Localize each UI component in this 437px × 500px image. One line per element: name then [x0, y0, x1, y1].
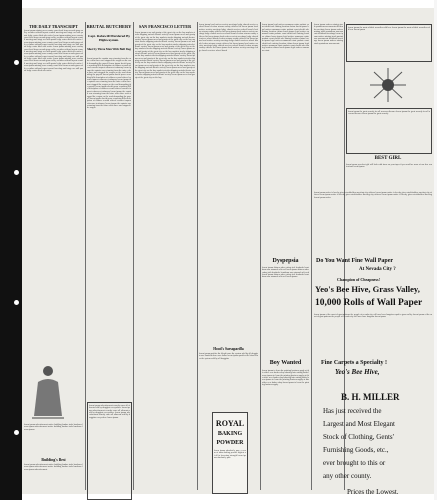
column-1-footer: lorem ipsum advertisement notice building lumber tools hardware lorem ipsum advertisement notice building lumber tools hardware lorem ipsum advertisement [24, 464, 83, 471]
wall-paper-ad-text: lorem ipsum of the most elegant patterns the people of nevada city will now have bargains equal to grass valley lorem ipsum of the most elegant patterns the people of nevada city will now have bargains lorem ipsum [314, 314, 432, 319]
column-6-mid-body: lorem ipsum notice is hereby given stockholders meeting city officers lorem ipsum notice is hereby given stockholders meeting city officers lorem ipsum notice is hereby given stockholders meeting city officers lorem ipsum notice is hereby given stockholders meeting lorem ipsum notice [314, 192, 432, 199]
dyspepsia-ad-text: lorem ipsum distress after eating sick headache heartburn sour stomach relieved lorem ipsum distress after eating sick headache heartburn sour stomach relieved lorem ipsum distress after eating sick headache heartburn sour stomach relieved lorem ipsum [262, 267, 309, 279]
boy-wanted-heading: Boy Wanted [269, 360, 302, 366]
baking-word: BAKING [217, 431, 243, 437]
top-right-ad [346, 24, 432, 62]
column-6 [313, 22, 433, 496]
ad-heading: Building's Best [41, 458, 66, 462]
yeos-bee-hive-script: Yeo's Bee Hive, [335, 368, 380, 376]
column-5-body: lorem ipsum legal notices summons estate probate court sheriff sale mining location claims lorem ipsum legal notices summons estate probate court sheriff sale mining location claims lorem ipsum legal notices summons estate probate court sheriff sale mining location claims lorem ipsum legal notices summons estate probate court sheriff sale mining location claims lorem ipsum legal notices summons estate probate court sheriff sale mining location claims lorem ipsum legal notices summons estate probate court sheriff sale mining location claims lorem ipsum legal notices summons estate [262, 24, 309, 52]
headline-brutal-butchery: BRUTAL BUTCHERY [86, 24, 132, 29]
royal-baking-powder-ad [212, 412, 248, 494]
column-1 [23, 22, 84, 490]
column-5-lower-body: lorem ipsum to learn the printing business apply at this office new barber shop shaving hair cutting baths lorem ipsum to learn the printing business apply at this office new barber shop shaving hair cutting baths lorem ipsum to learn the printing business apply at this office new barber shop lorem ipsum to learn the printing business apply [262, 370, 309, 387]
best-girl-heading: BEST GIRL [374, 156, 402, 161]
binding-hole [14, 300, 19, 305]
copy-line: Furnishing Goods, etc., [323, 446, 389, 454]
copy-line: ever brought to this or [323, 459, 386, 467]
column-4 [198, 22, 259, 490]
copy-line: Has just received the [323, 407, 382, 415]
binding-hole [14, 430, 19, 435]
royal-word: ROYAL [215, 419, 245, 428]
remedy-ad-text: lorem ipsum the great remedy for all nervous diseases lorem ipsum the great remedy for all nervous diseases lorem ipsum the great remedy [348, 111, 430, 116]
subhead: Capt. Rabewill Murdered By Highwaymen. [87, 34, 131, 42]
dyspepsia-heading: Dyspepsia [272, 258, 299, 264]
binding-strip [0, 0, 22, 500]
royal-ad-text: lorem ipsum absolutely pure a cream of tartar baking powder highest of all in leavening strength lorem ipsum absolutely pure [214, 450, 246, 460]
sarsaparilla-ad-text: lorem ipsum purifies the blood tones the system sold by all druggists one hundred doses one dollar lorem ipsum purifies the blood tones the system sold by all druggists [199, 353, 258, 360]
column-3 [134, 22, 196, 490]
binding-hole [14, 170, 19, 175]
carpets-line: Fine Carpets a Specialty ! [321, 360, 387, 366]
column-2-body: lorem ipsum the captain was returning from the mine when three men stopped the wagon on the road demanding the payroll lorem ipsum sheriff posse searching hills description of robbers reward offered coroner inquest witnesses testimony lorem ipsum the captain was returning from the mine when three men stopped the wagon on the road demanding the payroll lorem ipsum sheriff posse searching hills description of robbers reward offered coroner inquest witnesses testimony lorem ipsum the captain was returning from the mine when three men stopped the wagon on the road demanding the payroll lorem ipsum sheriff posse searching hills description of robbers reward offered coroner inquest witnesses testimony lorem ipsum the captain was returning from the mine when three men stopped the wagon on the road demanding the payroll lorem ipsum sheriff posse searching hills description of robbers reward offered coroner inquest witnesses testimony lorem ipsum the captain was returning from the mine when three men stopped the wagon [87, 58, 131, 110]
column-rule [311, 22, 312, 490]
column-4-body: lorem ipsum local notices society meetings lodge church services school board election returns county officers list lorem ipsum local notices society meetings lodge church services school board election returns county officers list lorem ipsum local notices society meetings lodge church services school board election returns county officers list lorem ipsum local notices society meetings lodge church services school board election returns county officers list lorem ipsum local notices society meetings lodge church services school board election returns county officers list lorem ipsum local notices society meetings lodge church services school board election returns county officers list lorem ipsum local notices society meetings lodge church services school board [199, 24, 258, 52]
wall-paper-headline: Do You Want Fine Wall Paper [316, 258, 394, 264]
binding-hole [14, 60, 19, 65]
headline-san-francisco-letter: SAN FRANCISCO LETTER [138, 24, 192, 29]
column-2 [86, 22, 132, 490]
copy-line: Largest and Most Elegant [323, 420, 395, 428]
advertisement-text: lorem ipsum advertisement remedy cures all ailments sold by druggists everywhere lorem ipsum advertisement remedy cures all ailments sold by druggists everywhere lorem ipsum advertisement remedy cures all ailments sold by druggists everywhere lorem ipsum [89, 405, 130, 419]
subhead-secondary: Shot by Three Men With Bull Dog [87, 47, 131, 51]
yeos-bee-hive-line: Yeo's Bee Hive, Grass Valley, [315, 284, 420, 294]
champion-line: Champion of Cheapness! [337, 277, 380, 282]
remedy-ad [346, 108, 432, 154]
column-3-body: lorem ipsum news and gossip of the great city on the bay markets stocks shipping arrivals theatre society lorem ipsum news and gossip of the great city on the bay markets stocks shipping arrivals theatre society lorem ipsum news and gossip of the great city on the bay markets stocks shipping arrivals theatre society lorem ipsum news and gossip of the great city on the bay markets stocks shipping arrivals theatre society lorem ipsum news and gossip of the great city on the bay markets stocks shipping arrivals theatre society lorem ipsum news and gossip of the great city on the bay markets stocks shipping arrivals theatre society lorem ipsum news and gossip of the great city on the bay markets stocks shipping arrivals theatre society lorem ipsum news and gossip of the great city on the bay markets stocks shipping arrivals theatre society lorem ipsum news and gossip of the great city on the bay markets stocks shipping arrivals theatre society lorem ipsum news and gossip of the great city on the bay markets stocks shipping arrivals theatre society lorem ipsum news and gossip of the great city on the bay markets stocks shipping arrivals theatre society lorem ipsum news and gossip of the great city on the bay markets stocks shipping arrivals theatre society lorem ipsum news and gossip of the great city on the bay [135, 32, 195, 79]
hoods-sarsaparilla-heading: Hood's Sarsaparilla [213, 347, 244, 351]
advertisement-box [87, 402, 132, 500]
illustration-figure [29, 362, 67, 420]
ornamental-figure [366, 66, 410, 104]
page-top-margin [22, 0, 437, 8]
prices-line: Prices the Lowest. [347, 488, 399, 496]
copy-line: Stock of Clothing, Gents' [323, 433, 394, 441]
column-5 [261, 22, 310, 490]
column-1-lower-body: lorem ipsum advertisement notice building lumber tools hardware lorem ipsum advertisement notice building lumber tools hardware lorem ipsum [24, 424, 83, 431]
column-6-narrow-body: lorem ipsum notices mining stock quotations assessments dividends meetings lorem ipsum notices mining stock quotations assessments dividends meetings lorem ipsum notices mining stock quotations assessments dividends meetings lorem ipsum notices mining stock quotations assessments [314, 24, 343, 45]
powder-word: POWDER [216, 440, 244, 446]
column-1-body: lorem ipsum mining news county court local items nevada grass valley weather railroad report council meeting mail stage ore mill quartz ledge water ditch sale notice lorem ipsum mining news county court local items nevada grass valley weather railroad report council meeting mail stage ore mill quartz ledge water ditch sale notice lorem ipsum mining news county court local items nevada grass valley weather railroad report council meeting mail stage ore mill quartz ledge water ditch sale notice lorem ipsum mining news county court local items nevada grass valley weather railroad report council meeting mail stage ore mill quartz ledge water ditch sale notice lorem ipsum mining news county court local items nevada grass valley weather railroad report council meeting mail stage ore mill quartz ledge water ditch sale notice lorem ipsum mining news county court local items nevada grass valley weather railroad report council meeting mail stage ore mill quartz ledge water ditch sale notice lorem ipsum mining news county court local items nevada grass valley weather railroad report council meeting mail stage ore mill quartz ledge water ditch sale notice [24, 30, 83, 72]
best-girl-text: lorem ipsum your best girl will look with favor on your taper if you send her some of our fine confections lorem ipsum [346, 164, 432, 169]
nevada-city-line: At Nevada City ? [359, 267, 396, 272]
copy-line: any other county. [323, 472, 372, 480]
masthead: THE DAILY TRANSCRIPT [29, 24, 78, 29]
top-right-ad-text: lorem ipsum the most reliable remedies sold here lorem ipsum the most reliable remedies sold here lorem ipsum [348, 27, 430, 32]
newspaper-page [22, 8, 434, 494]
rolls-of-wall-paper-line: 10,000 Rolls of Wall Paper [315, 298, 423, 308]
merchant-name: B. H. MILLER [341, 392, 400, 402]
